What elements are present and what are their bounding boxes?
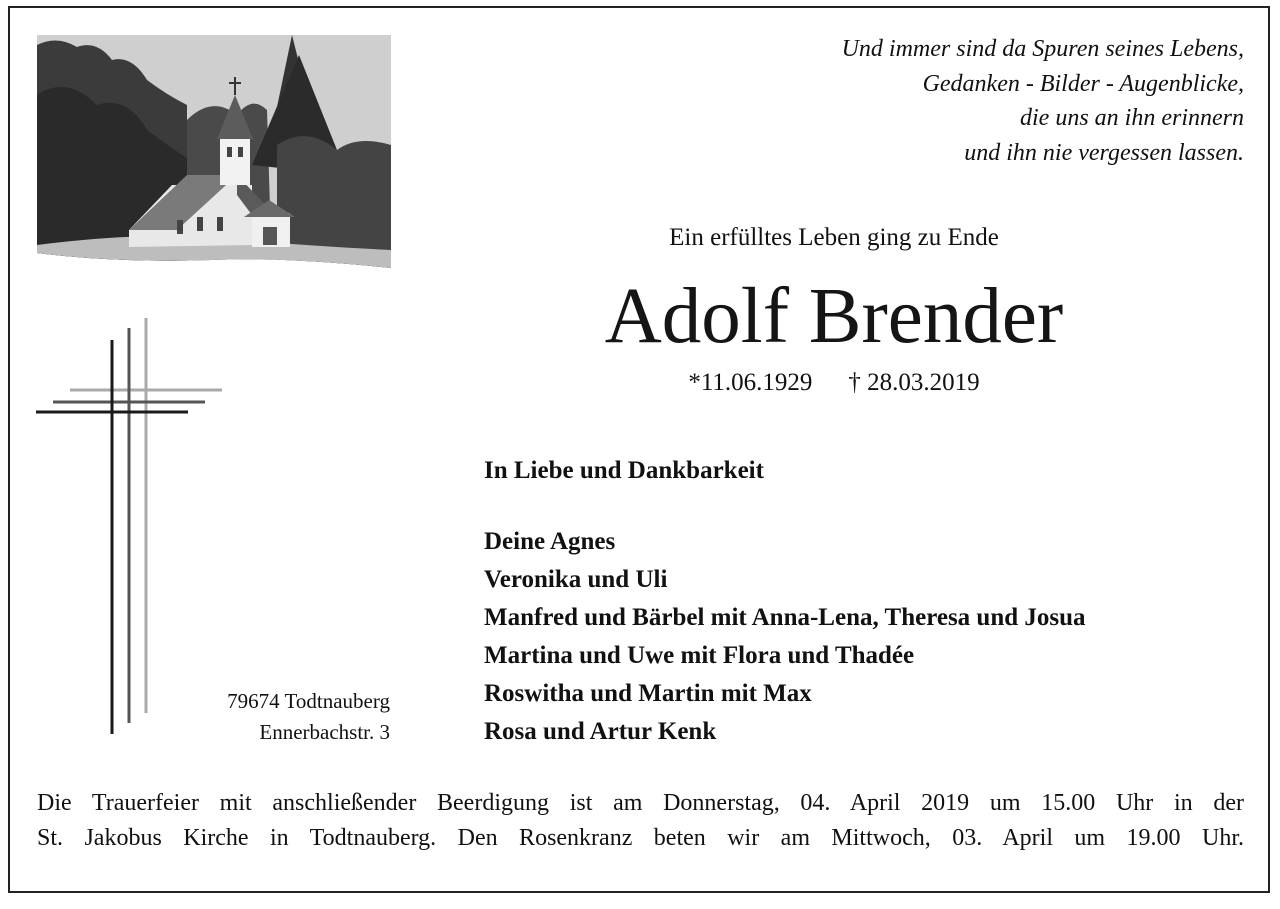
family-member: Deine Agnes bbox=[484, 528, 616, 555]
poem-line: die uns an ihn erinnern bbox=[1020, 105, 1244, 131]
death-date: † 28.03.2019 bbox=[848, 369, 980, 396]
address-city: 79674 Todtnauberg bbox=[227, 689, 390, 713]
family-member: Manfred und Bärbel mit Anna-Lena, Theresa und Josua bbox=[484, 604, 1086, 631]
funeral-info bbox=[37, 786, 1244, 856]
family-member: Veronika und Uli bbox=[484, 566, 668, 593]
poem-line: Und immer sind da Spuren seines Lebens, bbox=[841, 36, 1244, 62]
funeral-line: Die Trauerfeier mit anschließender Beerdigung ist am Donnerstag, 04. April 2019 um 15.00 Uhr in der bbox=[37, 790, 1244, 816]
family-list bbox=[484, 523, 1086, 751]
life-dates bbox=[470, 369, 1198, 397]
poem-line: Gedanken - Bilder - Augenblicke, bbox=[922, 70, 1244, 97]
address-street: Ennerbachstr. 3 bbox=[259, 720, 390, 744]
family-member: Rosa und Artur Kenk bbox=[484, 718, 717, 745]
chapel-photo bbox=[37, 35, 391, 273]
memorial-poem bbox=[842, 32, 1244, 170]
chapel-image-icon bbox=[37, 35, 391, 273]
thanks-heading: In Liebe und Dankbarkeit bbox=[484, 457, 764, 484]
family-member: Martina und Uwe mit Flora und Thadée bbox=[484, 642, 915, 669]
address-block bbox=[227, 686, 390, 748]
funeral-line: St. Jakobus Kirche in Todtnauberg. Den Rosenkranz beten wir am Mittwoch, 03. April um 19.00 Uhr. bbox=[37, 825, 1244, 851]
cross-icon bbox=[36, 318, 226, 743]
family-member: Roswitha und Martin mit Max bbox=[484, 680, 812, 707]
intro-text: Ein erfülltes Leben ging zu Ende bbox=[669, 224, 999, 251]
poem-line: und ihn nie vergessen lassen. bbox=[964, 139, 1244, 166]
birth-date: *11.06.1929 bbox=[688, 369, 813, 396]
deceased-name: Adolf Brender bbox=[604, 273, 1064, 360]
